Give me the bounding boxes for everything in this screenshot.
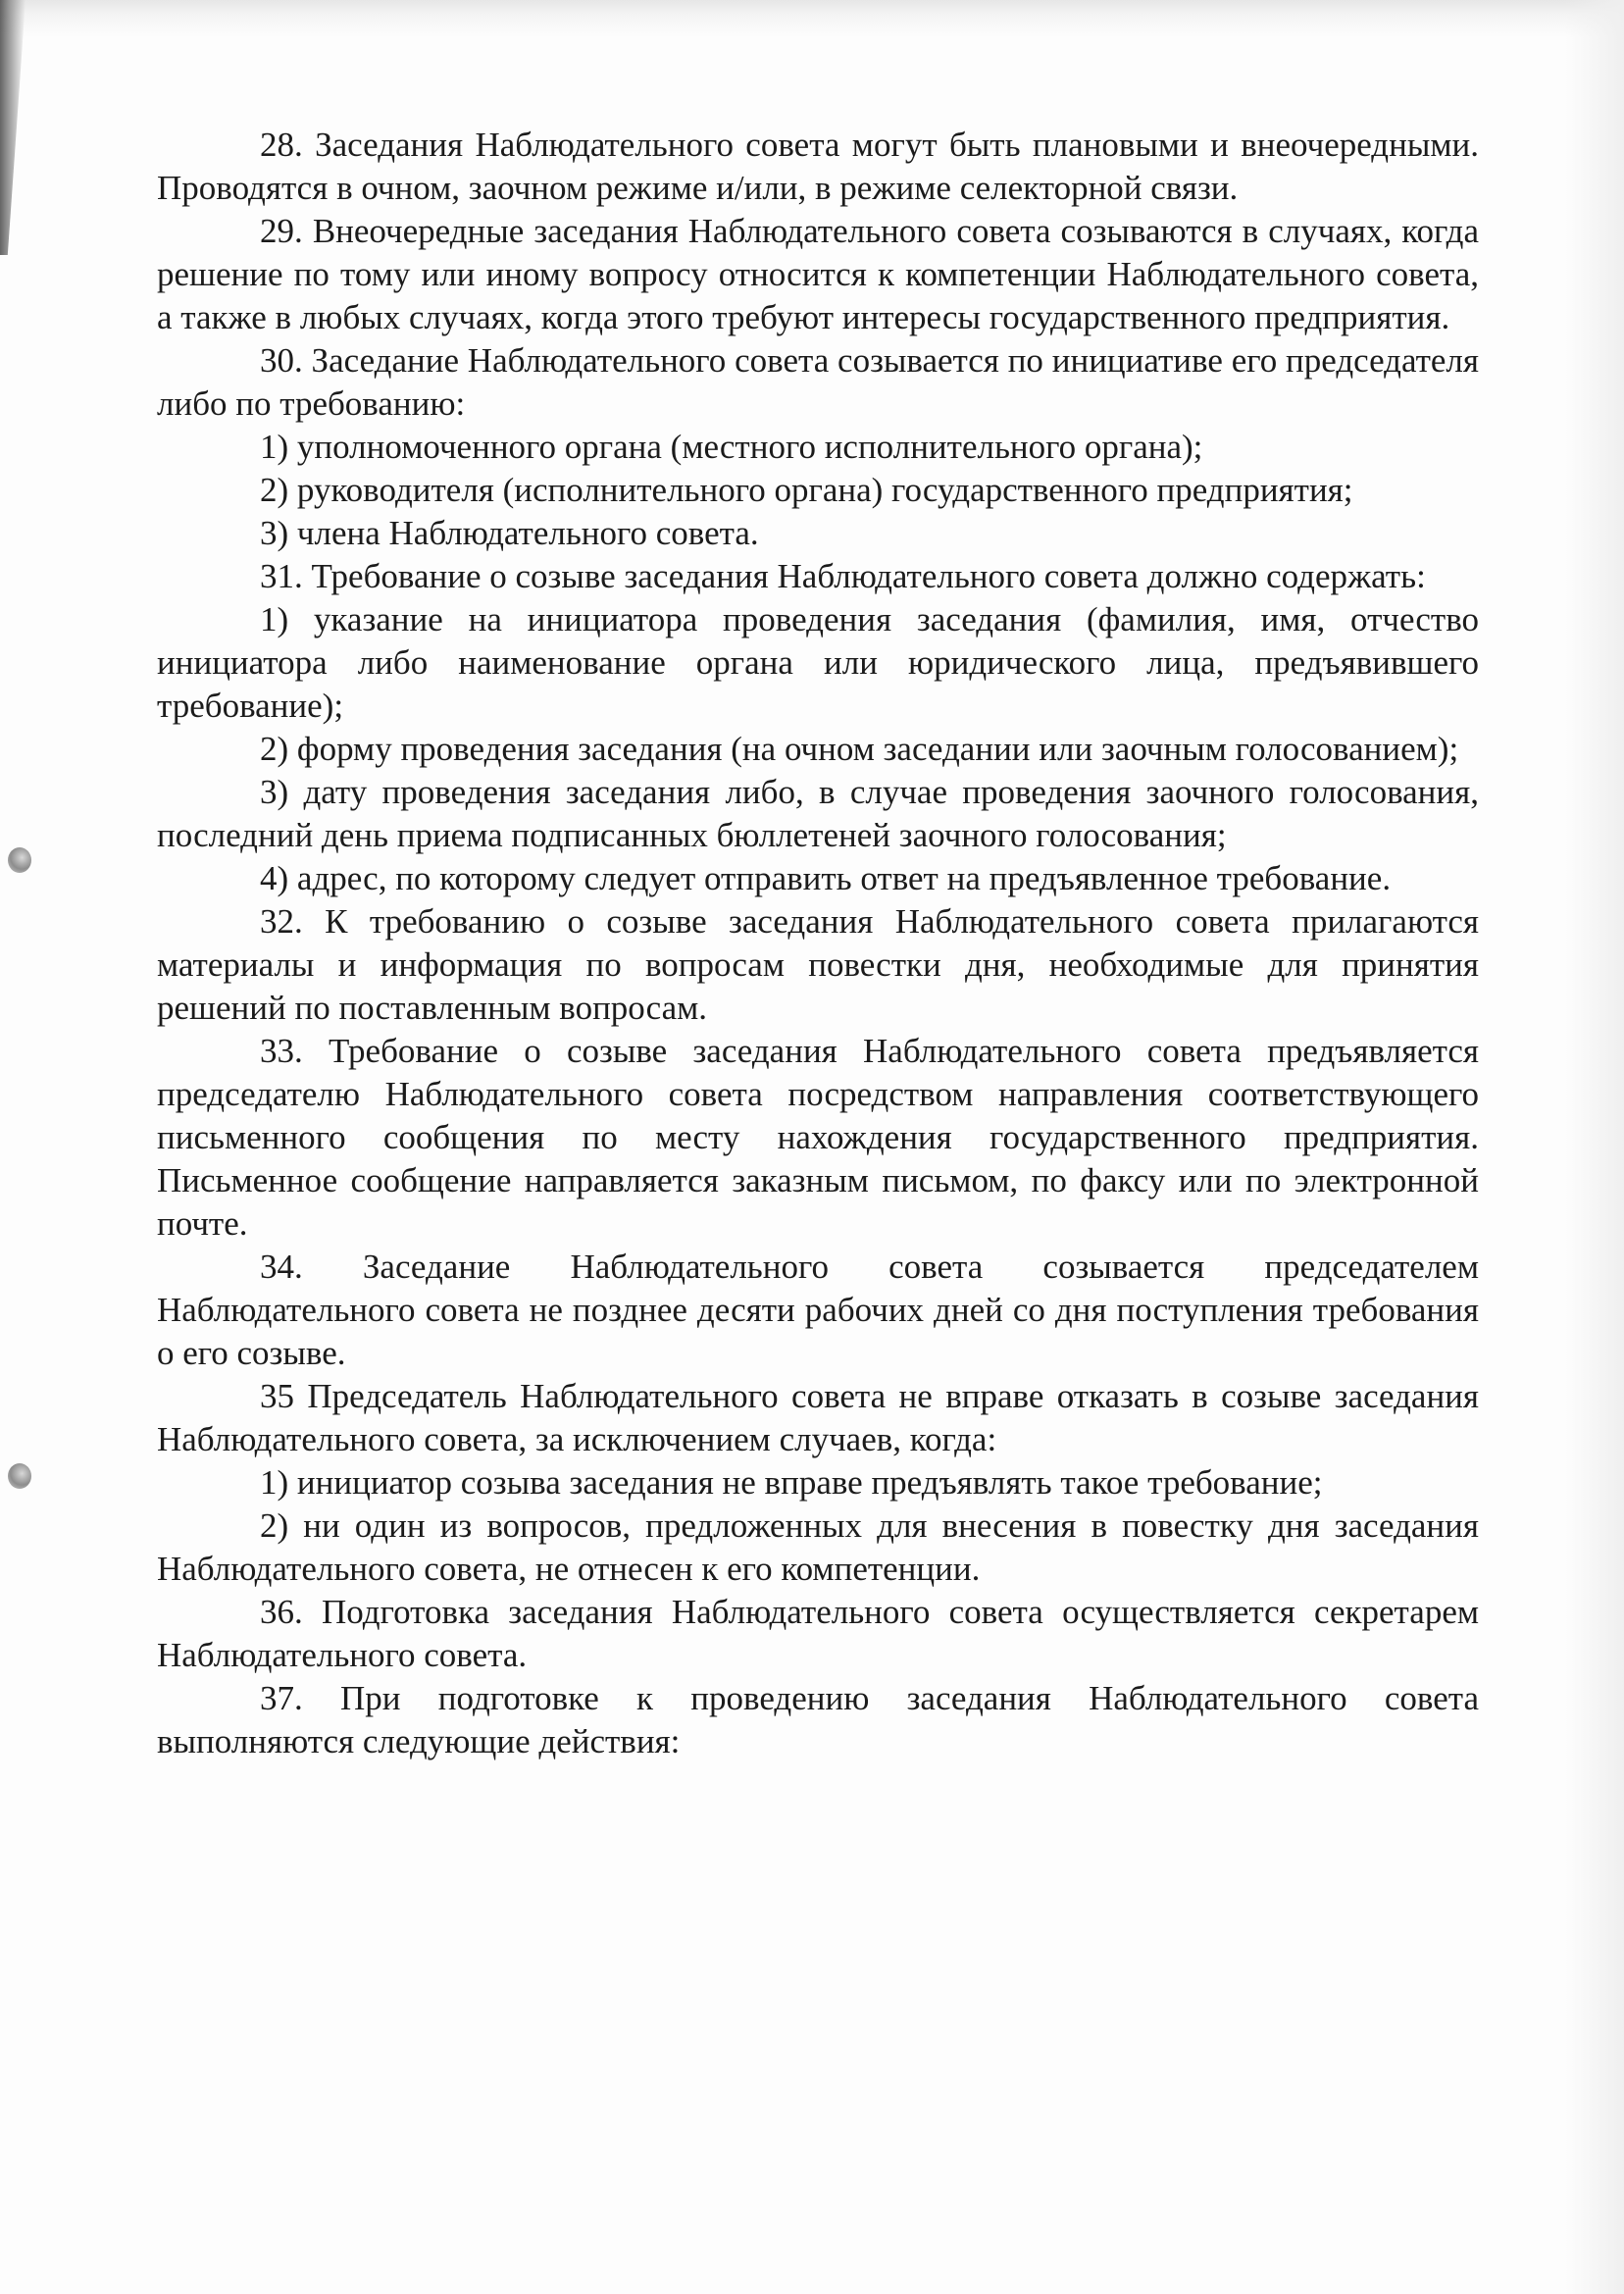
paragraph-31: 31. Требование о созыве заседания Наблюдательного совета должно содержать:: [260, 557, 1426, 595]
scan-right-edge: [1565, 0, 1624, 2294]
paragraph-34: 34. Заседание Наблюдательного совета созывается председателем Наблюдательного совета не позднее десяти рабочих дней со дня поступления требования о его созыве.: [157, 1248, 1479, 1372]
paragraph-36: 36. Подготовка заседания Наблюдательного совета осуществляется секретарем Наблюдательного совета.: [157, 1593, 1479, 1674]
paragraph-33: 33. Требование о созыве заседания Наблюдательного совета предъявляется председателю Наблюдательного совета посредством направления соответствующего письменного сообщения по месту нахождения государственного предприятия. Письменное сообщение направляется заказным письмом, по факсу или по электронной почте.: [157, 1032, 1479, 1243]
list-item-30-1: 1) уполномоченного органа (местного исполнительного органа);: [260, 428, 1203, 466]
paragraph-29: 29. Внеочередные заседания Наблюдательного совета созываются в случаях, когда решение по тому или иному вопросу относится к компетенции Наблюдательного совета, а также в любых случаях, когда этого требуют интересы государственного предприятия.: [157, 212, 1479, 336]
paragraph-30: 30. Заседание Наблюдательного совета созывается по инициативе его председателя либо по требованию:: [157, 341, 1479, 423]
punch-hole-upper: [8, 847, 31, 873]
document-body: [157, 124, 1479, 1763]
list-item-31-2: 2) форму проведения заседания (на очном заседании или заочным голосованием);: [260, 730, 1459, 768]
scan-left-edge: [0, 0, 25, 255]
list-item-30-3: 3) члена Наблюдательного совета.: [260, 514, 759, 552]
punch-hole-lower: [8, 1463, 31, 1489]
list-item-35-1: 1) инициатор созыва заседания не вправе предъявлять такое требование;: [260, 1463, 1323, 1502]
paragraph-28: 28. Заседания Наблюдательного совета могут быть плановыми и внеочередными. Проводятся в очном, заочном режиме и/или, в режиме селекторной связи.: [157, 126, 1479, 207]
list-item-35-2: 2) ни один из вопросов, предложенных для внесения в повестку дня заседания Наблюдательного совета, не отнесен к его компетенции.: [157, 1506, 1479, 1588]
paragraph-32: 32. К требованию о созыве заседания Наблюдательного совета прилагаются материалы и информация по вопросам повестки дня, необходимые для принятия решений по поставленным вопросам.: [157, 902, 1479, 1027]
list-item-31-1: 1) указание на инициатора проведения заседания (фамилия, имя, отчество инициатора либо наименование органа или юридического лица, предъявившего требование);: [157, 600, 1479, 725]
list-item-30-2: 2) руководителя (исполнительного органа) государственного предприятия;: [260, 471, 1353, 509]
scan-top-shadow: [0, 0, 1624, 37]
paragraph-37: 37. При подготовке к проведению заседания Наблюдательного совета выполняются следующие действия:: [157, 1679, 1479, 1760]
list-item-31-3: 3) дату проведения заседания либо, в случае проведения заочного голосования, последний день приема подписанных бюллетеней заочного голосования;: [157, 773, 1479, 854]
paragraph-35: 35 Председатель Наблюдательного совета не вправе отказать в созыве заседания Наблюдательного совета, за исключением случаев, когда:: [157, 1377, 1479, 1458]
list-item-31-4: 4) адрес, по которому следует отправить ответ на предъявленное требование.: [260, 859, 1392, 897]
